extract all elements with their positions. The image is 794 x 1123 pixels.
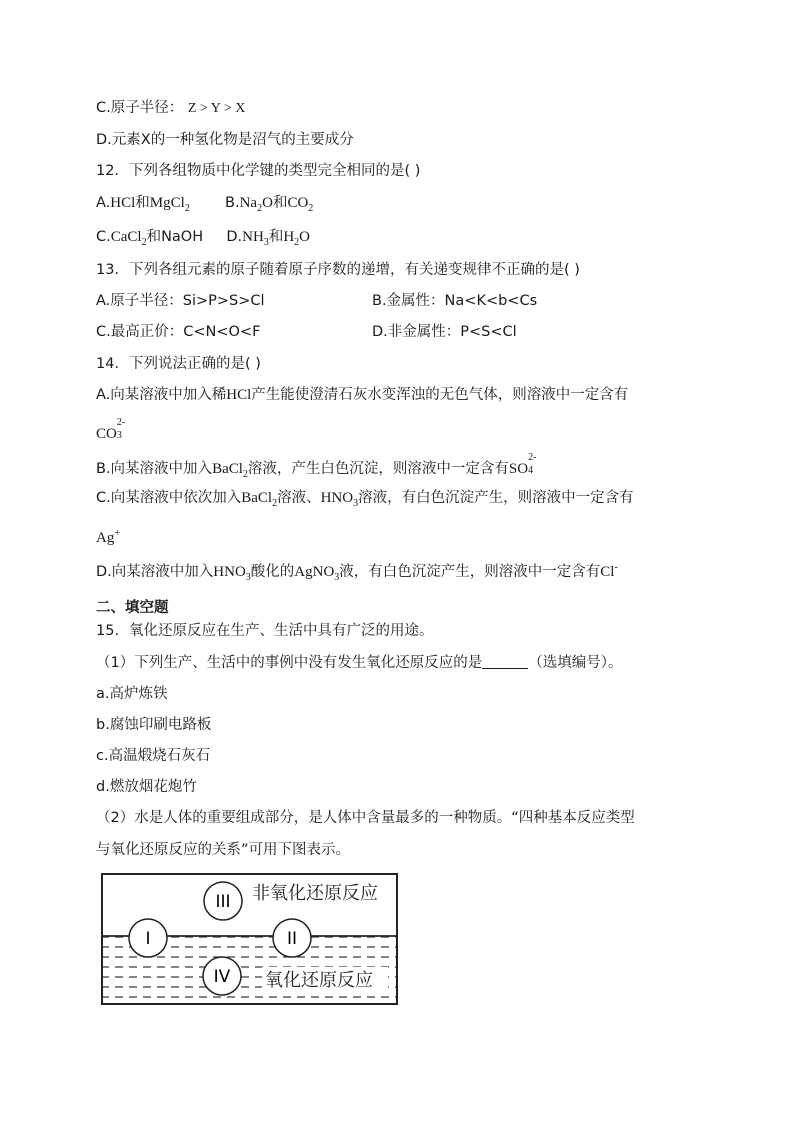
q12-options-cd: C.CaCl$_2$和NaOH $D.NH_3$和$H_2O$ bbox=[96, 229, 310, 248]
q15-option-b: b.腐蚀印刷电路板 bbox=[96, 717, 212, 733]
q15-stem: 15．氧化还原反应在生产、生活中具有广泛的用途。 bbox=[96, 623, 434, 639]
q14-option-b: B.向某溶液中加入BaCl$_2$溶液，产生白色沉淀，则溶液中一定含有SO 2- 4 bbox=[96, 452, 537, 480]
answer-blank[interactable] bbox=[482, 654, 528, 669]
q14-option-d: D.向某溶液中加入$HNO_3$酸化的AgNO$_3$液，有白色沉淀产生，则溶液中一定含有Cl- bbox=[96, 562, 618, 583]
q14-option-a: A.向某溶液中加入稀HCl产生能使澄清石灰水变浑浊的无色气体，则溶液中一定含有 bbox=[96, 387, 629, 403]
q14-option-c-ion: Ag+ bbox=[96, 528, 120, 546]
q11-option-c bbox=[96, 98, 245, 119]
circle-ii-label: II bbox=[286, 929, 298, 949]
q14-stem: 14．下列说法正确的是( ) bbox=[96, 356, 261, 372]
circle-i-label: I bbox=[145, 929, 151, 949]
q15-option-a: a.高炉炼铁 bbox=[96, 686, 168, 702]
q14-option-a-ion: CO 2- 3 bbox=[96, 417, 126, 442]
q13-options-ab: A.原子半径：Si>P>S>Cl B.金属性：Na<K<b<Cs bbox=[96, 293, 538, 309]
circle-iv-label: IV bbox=[213, 967, 231, 987]
non-redox-label: 非氧化还原反应 bbox=[252, 883, 378, 904]
q12-options-ab: A.HCl和MgCl$_2$ $B.Na_2O$和$CO_2$ bbox=[96, 195, 314, 214]
option-text: C.原子半径： bbox=[96, 100, 184, 116]
section-heading: 二、填空题 bbox=[96, 600, 169, 616]
q11-option-d: D.元素X的一种氢化物是沼气的主要成分 bbox=[96, 132, 354, 148]
q15-option-d: d.燃放烟花炮竹 bbox=[96, 779, 197, 795]
q14-option-c: C.向某溶液中依次加入BaCl$_2$溶液、$HNO_3$溶液，有白色沉淀产生，则溶液中一定含有 bbox=[96, 490, 634, 509]
q15-option-c: c.高温煅烧石灰石 bbox=[96, 748, 211, 764]
q13-options-cd: C.最高正价：C<N<O<F D.非金属性：P<S<Cl bbox=[96, 324, 517, 340]
q13-stem: 13．下列各组元素的原子随着原子序数的递增，有关递变规律不正确的是( ) bbox=[96, 262, 580, 278]
circle-iii-label: III bbox=[215, 892, 231, 912]
reaction-type-diagram bbox=[100, 872, 400, 1008]
q15-part1: （1）下列生产、生活中的事例中没有发生氧化还原反应的是 （选填编号）。 bbox=[96, 655, 623, 671]
q15-part2-line2: 与氧化还原反应的关系”可用下图表示。 bbox=[96, 842, 351, 858]
redox-label: 氧化还原反应 bbox=[265, 970, 373, 991]
formula: Z > Y > X bbox=[187, 101, 246, 116]
q15-part2-line1: （2）水是人体的重要组成部分，是人体中含量最多的一种物质。“四种基本反应类型 bbox=[96, 810, 635, 826]
q12-stem: 12．下列各组物质中化学键的类型完全相同的是( ) bbox=[96, 163, 421, 179]
